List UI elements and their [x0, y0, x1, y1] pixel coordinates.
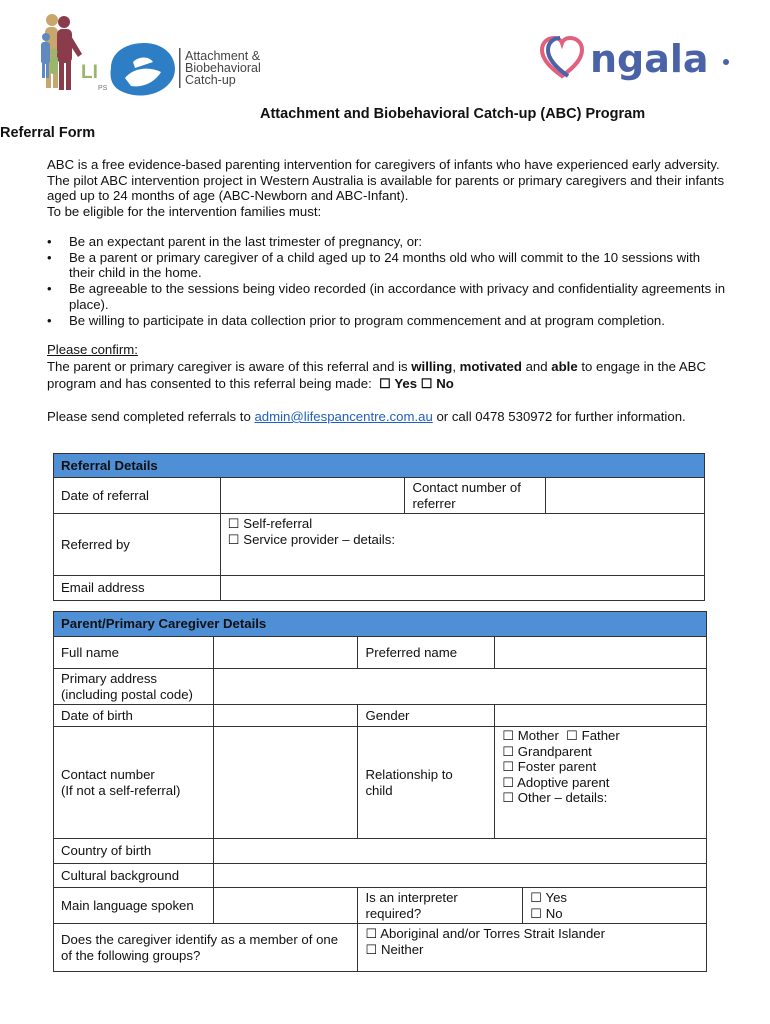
- abc-line-1: Attachment &: [185, 49, 261, 63]
- relationship-options: [495, 727, 707, 839]
- contact-number-referrer-label: Contact number of referrer: [405, 478, 546, 514]
- intro-text: ABC is a free evidence-based parenting intervention for caregivers of infants who have experienced early adversity. The pilot ABC intervention project in Western Australia is available for parents or primary caregivers and their infants aged up to 24 months of age (ABC-Newborn and ABC-Infant).: [47, 157, 725, 203]
- full-name-field[interactable]: [213, 637, 358, 669]
- ngala-logo: [538, 36, 733, 82]
- form-title: [0, 105, 770, 143]
- cultural-background-field[interactable]: [213, 864, 706, 888]
- date-of-referral-label: Date of referral: [54, 478, 221, 514]
- caregiver-details-table: [53, 611, 707, 972]
- confirm-section: [47, 341, 727, 392]
- list-item: • Be a parent or primary caregiver of a child aged up to 24 months old who will commit to the 10 sessions with their child in the home.: [47, 250, 727, 281]
- caregiver-header: Parent/Primary Caregiver Details: [54, 612, 707, 637]
- list-item: • Be agreeable to the sessions being video recorded (in accordance with privacy and confidentiality agreements in place).: [47, 281, 727, 312]
- other-checkbox[interactable]: ☐ Other – details:: [502, 790, 608, 805]
- identify-group-options: [358, 924, 707, 972]
- lis-subtext: PS: [98, 85, 108, 92]
- contact-number-field[interactable]: [213, 727, 358, 839]
- send-instructions: Please send completed referrals to admin@lifespancentre.com.au or call 0478 530972 for further information.: [47, 409, 686, 424]
- country-of-birth-label: Country of birth: [54, 839, 214, 864]
- consent-yes-checkbox[interactable]: ☐ Yes: [379, 376, 418, 391]
- list-item: • Be willing to participate in data collection prior to program commencement and at program completion.: [47, 313, 727, 329]
- email-address-label: Email address: [54, 576, 221, 601]
- gender-label: Gender: [358, 705, 495, 727]
- interpreter-label: Is an interpreter required?: [358, 888, 523, 924]
- mother-checkbox[interactable]: ☐ Mother: [502, 728, 559, 743]
- neither-checkbox[interactable]: ☐ Neither: [365, 941, 424, 957]
- contact-number-label: Contact number (If not a self-referral): [54, 727, 214, 839]
- interpreter-no-checkbox[interactable]: ☐ No: [530, 905, 563, 921]
- primary-address-field[interactable]: [213, 669, 706, 705]
- foster-parent-checkbox[interactable]: ☐ Foster parent: [502, 759, 597, 774]
- abc-line-2: Biobehavioral: [185, 61, 261, 75]
- date-of-birth-label: Date of birth: [54, 705, 214, 727]
- ngala-text: ngala: [590, 37, 709, 81]
- preferred-name-label: Preferred name: [358, 637, 495, 669]
- self-referral-checkbox[interactable]: ☐ Self-referral: [227, 516, 313, 531]
- list-item: • Be an expectant parent in the last trimester of pregnancy, or:: [47, 234, 727, 250]
- father-checkbox[interactable]: ☐ Father: [566, 728, 620, 743]
- consent-no-checkbox[interactable]: ☐ No: [420, 376, 454, 391]
- email-link[interactable]: admin@lifespancentre.com.au: [254, 409, 433, 424]
- referred-by-options: [220, 514, 704, 576]
- email-address-field[interactable]: [220, 576, 704, 601]
- relationship-label: Relationship to child: [358, 727, 495, 839]
- eligibility-list: [47, 234, 727, 329]
- referral-header: Referral Details: [54, 454, 705, 478]
- identify-group-label: Does the caregiver identify as a member of one of the following groups?: [54, 924, 358, 972]
- primary-address-label: Primary address (including postal code): [54, 669, 214, 705]
- confirm-text: The parent or primary caregiver is aware of this referral and is willing, motivated and able to engage in the ABC program and has consented to this referral being made: ☐ Yes ☐ No: [47, 359, 706, 391]
- title-line-2: Referral Form: [0, 125, 96, 141]
- aboriginal-checkbox[interactable]: ☐ Aboriginal and/or Torres Strait Islander: [365, 926, 606, 941]
- adoptive-parent-checkbox[interactable]: ☐ Adoptive parent: [502, 774, 610, 790]
- main-language-field[interactable]: [213, 888, 358, 924]
- title-line-1: Attachment and Biobehavioral Catch-up (ABC) Program: [260, 106, 646, 122]
- confirm-heading: Please confirm:: [47, 342, 138, 357]
- main-language-label: Main language spoken: [54, 888, 214, 924]
- abc-line-3: Catch-up: [185, 73, 236, 87]
- interpreter-options: [523, 888, 707, 924]
- eligibility-text: To be eligible for the intervention families must:: [47, 203, 322, 219]
- date-of-birth-field[interactable]: [213, 705, 358, 727]
- country-of-birth-field[interactable]: [213, 839, 706, 864]
- interpreter-yes-checkbox[interactable]: ☐ Yes: [530, 890, 568, 905]
- gender-field[interactable]: [495, 705, 707, 727]
- referral-details-table: [53, 453, 705, 601]
- preferred-name-field[interactable]: [495, 637, 707, 669]
- cultural-background-label: Cultural background: [54, 864, 214, 888]
- grandparent-checkbox[interactable]: ☐ Grandparent: [502, 743, 592, 759]
- service-provider-checkbox[interactable]: ☐ Service provider – details:: [227, 531, 395, 547]
- lis-text: LI: [81, 62, 98, 83]
- abc-logo: [105, 38, 310, 100]
- date-of-referral-field[interactable]: [220, 478, 405, 514]
- full-name-label: Full name: [54, 637, 214, 669]
- referred-by-label: Referred by: [54, 514, 221, 576]
- contact-number-referrer-field[interactable]: [546, 478, 705, 514]
- intro-paragraph: [47, 157, 727, 219]
